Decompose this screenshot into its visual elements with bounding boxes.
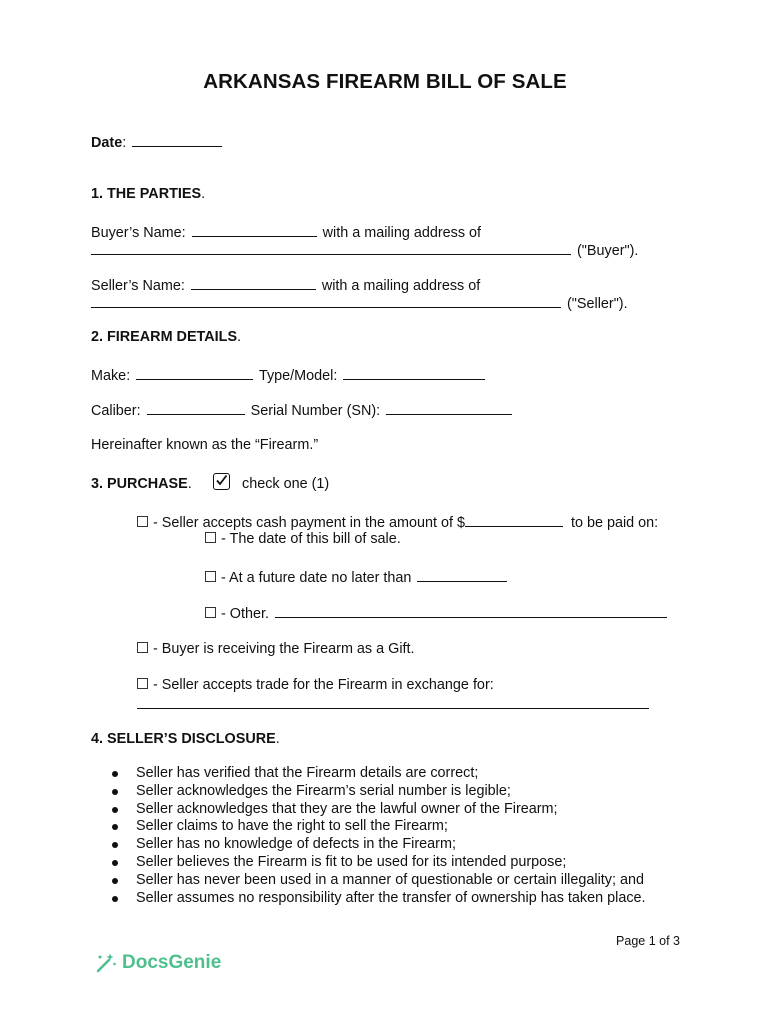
buyer-name-line [91, 222, 481, 242]
cash-option-text: - Seller accepts cash payment in the amount of $ [153, 515, 465, 531]
caliber-label: Caliber: [91, 403, 141, 419]
disclosure-heading-period: . [275, 731, 280, 747]
list-item-text: Seller claims to have the right to sell the Firearm; [136, 818, 448, 835]
future-date-line [205, 567, 509, 587]
serial-label: Serial Number (SN): [250, 403, 381, 419]
list-item-text: Seller believes the Firearm is fit to be used for its intended purpose; [136, 853, 567, 870]
other-checkbox[interactable] [205, 607, 216, 618]
buyer-name-field[interactable] [192, 222, 317, 237]
gift-checkbox[interactable] [137, 642, 148, 653]
seller-suffix: ("Seller"). [567, 296, 628, 312]
list-item [110, 836, 646, 854]
cash-option-checkbox[interactable] [137, 516, 148, 527]
future-date-text: - At a future date no later than [221, 570, 412, 586]
buyer-name-label: Buyer’s Name: [91, 225, 186, 241]
hereinafter-line: Hereinafter known as the “Firearm.” [91, 437, 319, 453]
firearm-heading-text: 2. FIREARM DETAILS [91, 329, 238, 345]
seller-name-field[interactable] [191, 275, 316, 290]
buyer-address-line [91, 240, 638, 260]
seller-mailing-label: with a mailing address of [321, 278, 481, 294]
parties-heading-period: . [201, 186, 206, 202]
section-disclosure-heading [91, 730, 280, 748]
cash-option-line [137, 512, 658, 532]
cash-amount-field[interactable] [465, 512, 563, 527]
seller-address-line [91, 293, 628, 313]
check-one-line [213, 473, 329, 493]
other-text: - Other. [221, 606, 269, 622]
date-colon: : [122, 135, 127, 151]
list-item-text: Seller has verified that the Firearm details are correct; [136, 765, 479, 781]
bullet-icon [112, 842, 118, 848]
buyer-address-field[interactable] [91, 240, 571, 255]
disclosure-heading-text: 4. SELLER’S DISCLOSURE [91, 731, 276, 747]
trade-checkbox[interactable] [137, 678, 148, 689]
bullet-icon [112, 860, 118, 866]
date-of-bill-text: - The date of this bill of sale. [221, 531, 401, 547]
future-date-checkbox[interactable] [205, 571, 216, 582]
magic-wand-icon [95, 952, 117, 974]
disclosure-list [110, 765, 646, 907]
buyer-suffix: ("Buyer"). [577, 243, 639, 259]
section-purchase-heading [91, 475, 192, 493]
brand-name: DocsGenie [122, 952, 222, 973]
checkmark-icon [213, 473, 230, 490]
date-field[interactable] [132, 132, 222, 147]
list-item [110, 783, 646, 801]
other-line [205, 603, 669, 623]
list-item [110, 801, 646, 819]
purchase-heading-period: . [187, 476, 192, 492]
seller-name-label: Seller’s Name: [91, 278, 185, 294]
purchase-heading-text: 3. PURCHASE [91, 476, 188, 492]
document-title: ARKANSAS FIREARM BILL OF SALE [203, 70, 567, 93]
bullet-icon [112, 789, 118, 795]
page-number: Page 1 of 3 [616, 934, 680, 948]
gift-line [137, 640, 415, 658]
list-item-text: Seller assumes no responsibility after the transfer of ownership has taken place. [136, 889, 646, 906]
bullet-icon [112, 896, 118, 902]
docsgenie-logo[interactable] [95, 952, 221, 974]
list-item-text: Seller has never been used in a manner of questionable or certain illegality; and [136, 871, 644, 888]
other-field[interactable] [275, 603, 667, 618]
date-of-bill-checkbox[interactable] [205, 532, 216, 543]
date-label: Date [91, 135, 123, 151]
trade-line [137, 676, 494, 694]
bullet-icon [112, 807, 118, 813]
future-date-field[interactable] [417, 567, 507, 582]
type-model-field[interactable] [343, 365, 485, 380]
make-model-line [91, 365, 487, 385]
make-field[interactable] [136, 365, 253, 380]
section-parties-heading [91, 185, 205, 203]
to-be-paid-text: to be paid on: [570, 515, 659, 531]
caliber-serial-line [91, 400, 514, 420]
trade-text: - Seller accepts trade for the Firearm in exchange for: [153, 677, 494, 693]
seller-name-line [91, 275, 480, 295]
list-item [110, 818, 646, 836]
firearm-heading-period: . [237, 329, 242, 345]
gift-text: - Buyer is receiving the Firearm as a Gift. [153, 641, 415, 657]
list-item [110, 890, 646, 908]
list-item-text: Seller acknowledges the Firearm’s serial number is legible; [136, 782, 511, 799]
make-label: Make: [91, 368, 131, 384]
parties-heading-text: 1. THE PARTIES [91, 186, 202, 202]
bullet-icon [112, 824, 118, 830]
date-of-bill-line [205, 530, 401, 548]
serial-field[interactable] [386, 400, 512, 415]
type-model-label: Type/Model: [258, 368, 338, 384]
date-line [91, 132, 224, 152]
list-item [110, 765, 646, 783]
list-item [110, 854, 646, 872]
section-firearm-heading [91, 328, 241, 346]
seller-address-field[interactable] [91, 293, 561, 308]
caliber-field[interactable] [147, 400, 245, 415]
check-one-text: check one (1) [242, 476, 330, 492]
buyer-mailing-label: with a mailing address of [322, 225, 482, 241]
trade-field[interactable] [137, 708, 649, 709]
list-item-text: Seller acknowledges that they are the lawful owner of the Firearm; [136, 800, 558, 817]
bullet-icon [112, 771, 118, 777]
list-item-text: Seller has no knowledge of defects in the Firearm; [136, 836, 456, 853]
list-item [110, 872, 646, 890]
bullet-icon [112, 878, 118, 884]
